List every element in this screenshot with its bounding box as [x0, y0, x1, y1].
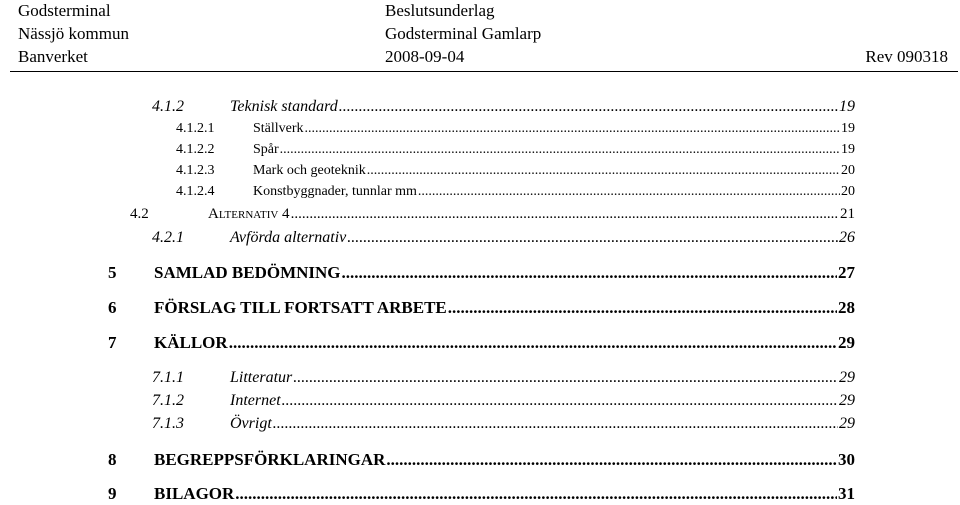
toc-entry-4-1-2-1[interactable]	[176, 121, 855, 137]
toc-number: 4.1.2.4	[176, 184, 215, 199]
toc-leader	[293, 369, 838, 387]
header-municipality: Nässjö kommun	[18, 24, 129, 43]
toc-entry-4-1-2-4[interactable]	[176, 184, 855, 200]
toc-entry-5[interactable]	[108, 263, 855, 283]
toc-title: Teknisk standard	[230, 98, 338, 115]
toc-entry-4-2-1[interactable]	[152, 229, 855, 247]
header-revision: Rev 090318	[865, 47, 948, 66]
toc-entry-4-2[interactable]	[130, 206, 855, 223]
toc-number: 4.2.1	[152, 229, 184, 246]
toc-page: 29	[839, 369, 855, 386]
header-date: 2008-09-04	[385, 47, 465, 66]
toc-entry-4-1-2-2[interactable]	[176, 142, 855, 158]
toc-title: Övrigt	[230, 415, 272, 432]
toc-entry-6[interactable]	[108, 298, 855, 318]
toc-number: 8	[108, 450, 117, 469]
toc-title: Avförda alternativ	[230, 229, 347, 246]
toc-leader	[280, 142, 840, 158]
toc-number: 7.1.2	[152, 392, 184, 409]
toc-number: 4.1.2.1	[176, 121, 215, 136]
toc-page: 21	[840, 206, 855, 222]
toc-number: 7.1.3	[152, 415, 184, 432]
header-doc-type: Beslutsunderlag	[385, 1, 495, 20]
toc-page: 20	[841, 163, 855, 178]
toc-number: 7.1.1	[152, 369, 184, 386]
toc-number: 9	[108, 484, 117, 503]
toc-leader	[305, 121, 840, 137]
toc-title: Litteratur	[230, 369, 293, 386]
toc-number: 4.1.2	[152, 98, 184, 115]
toc-entry-7-1-3[interactable]	[152, 415, 855, 433]
toc-leader	[342, 263, 837, 283]
toc-leader	[367, 163, 840, 179]
toc-number: 4.1.2.3	[176, 163, 215, 178]
toc-leader	[386, 450, 837, 470]
header-project: Godsterminal	[18, 1, 111, 20]
toc-page: 29	[838, 333, 855, 352]
toc-entry-9[interactable]	[108, 484, 855, 504]
toc-title: KÄLLOR	[154, 333, 228, 352]
toc-leader	[448, 298, 837, 318]
toc-page: 27	[838, 263, 855, 282]
toc-leader	[339, 98, 838, 116]
toc-page: 20	[841, 184, 855, 199]
toc-number: 6	[108, 298, 117, 317]
toc-title: Konstbyggnader, tunnlar mm	[253, 184, 417, 199]
toc-page: 31	[838, 484, 855, 503]
toc-entry-7-1-1[interactable]	[152, 369, 855, 387]
toc-title: Mark och geoteknik	[253, 163, 366, 178]
header-divider	[10, 71, 958, 72]
toc-title: Spår	[253, 142, 279, 157]
toc-leader	[291, 206, 839, 223]
toc-page: 26	[839, 229, 855, 246]
toc-leader	[273, 415, 838, 433]
toc-page: 19	[839, 98, 855, 115]
header-organization: Banverket	[18, 47, 88, 66]
toc-page: 30	[838, 450, 855, 469]
header-row-3	[0, 46, 960, 68]
toc-page: 19	[841, 121, 855, 136]
toc-title: BILAGOR	[154, 484, 235, 503]
toc-title: Internet	[230, 392, 281, 409]
toc-number: 4.2	[130, 206, 149, 222]
toc-leader	[282, 392, 838, 410]
toc-page: 28	[838, 298, 855, 317]
toc-number: 4.1.2.2	[176, 142, 215, 157]
toc-entry-8[interactable]	[108, 450, 855, 470]
toc-title: FÖRSLAG TILL FORTSATT ARBETE	[154, 298, 447, 317]
toc-page: 19	[841, 142, 855, 157]
toc-title: BEGREPPSFÖRKLARINGAR	[154, 450, 386, 469]
toc-title: Alternativ 4	[208, 206, 290, 222]
toc-leader	[235, 484, 837, 504]
toc-entry-7[interactable]	[108, 333, 855, 353]
toc-leader	[347, 229, 838, 247]
toc-number: 5	[108, 263, 117, 282]
toc-entry-4-1-2-3[interactable]	[176, 163, 855, 179]
toc-entry-7-1-2[interactable]	[152, 392, 855, 410]
toc-leader	[418, 184, 840, 200]
toc-entry-4-1-2[interactable]	[152, 98, 855, 116]
toc-leader	[229, 333, 837, 353]
toc-page: 29	[839, 392, 855, 409]
toc-page: 29	[839, 415, 855, 432]
header-subject: Godsterminal Gamlarp	[385, 24, 542, 43]
header-row-1	[0, 0, 960, 22]
toc-title: Ställverk	[253, 121, 304, 136]
toc-number: 7	[108, 333, 117, 352]
toc-title: SAMLAD BEDÖMNING	[154, 263, 341, 282]
header-row-2	[0, 23, 960, 45]
